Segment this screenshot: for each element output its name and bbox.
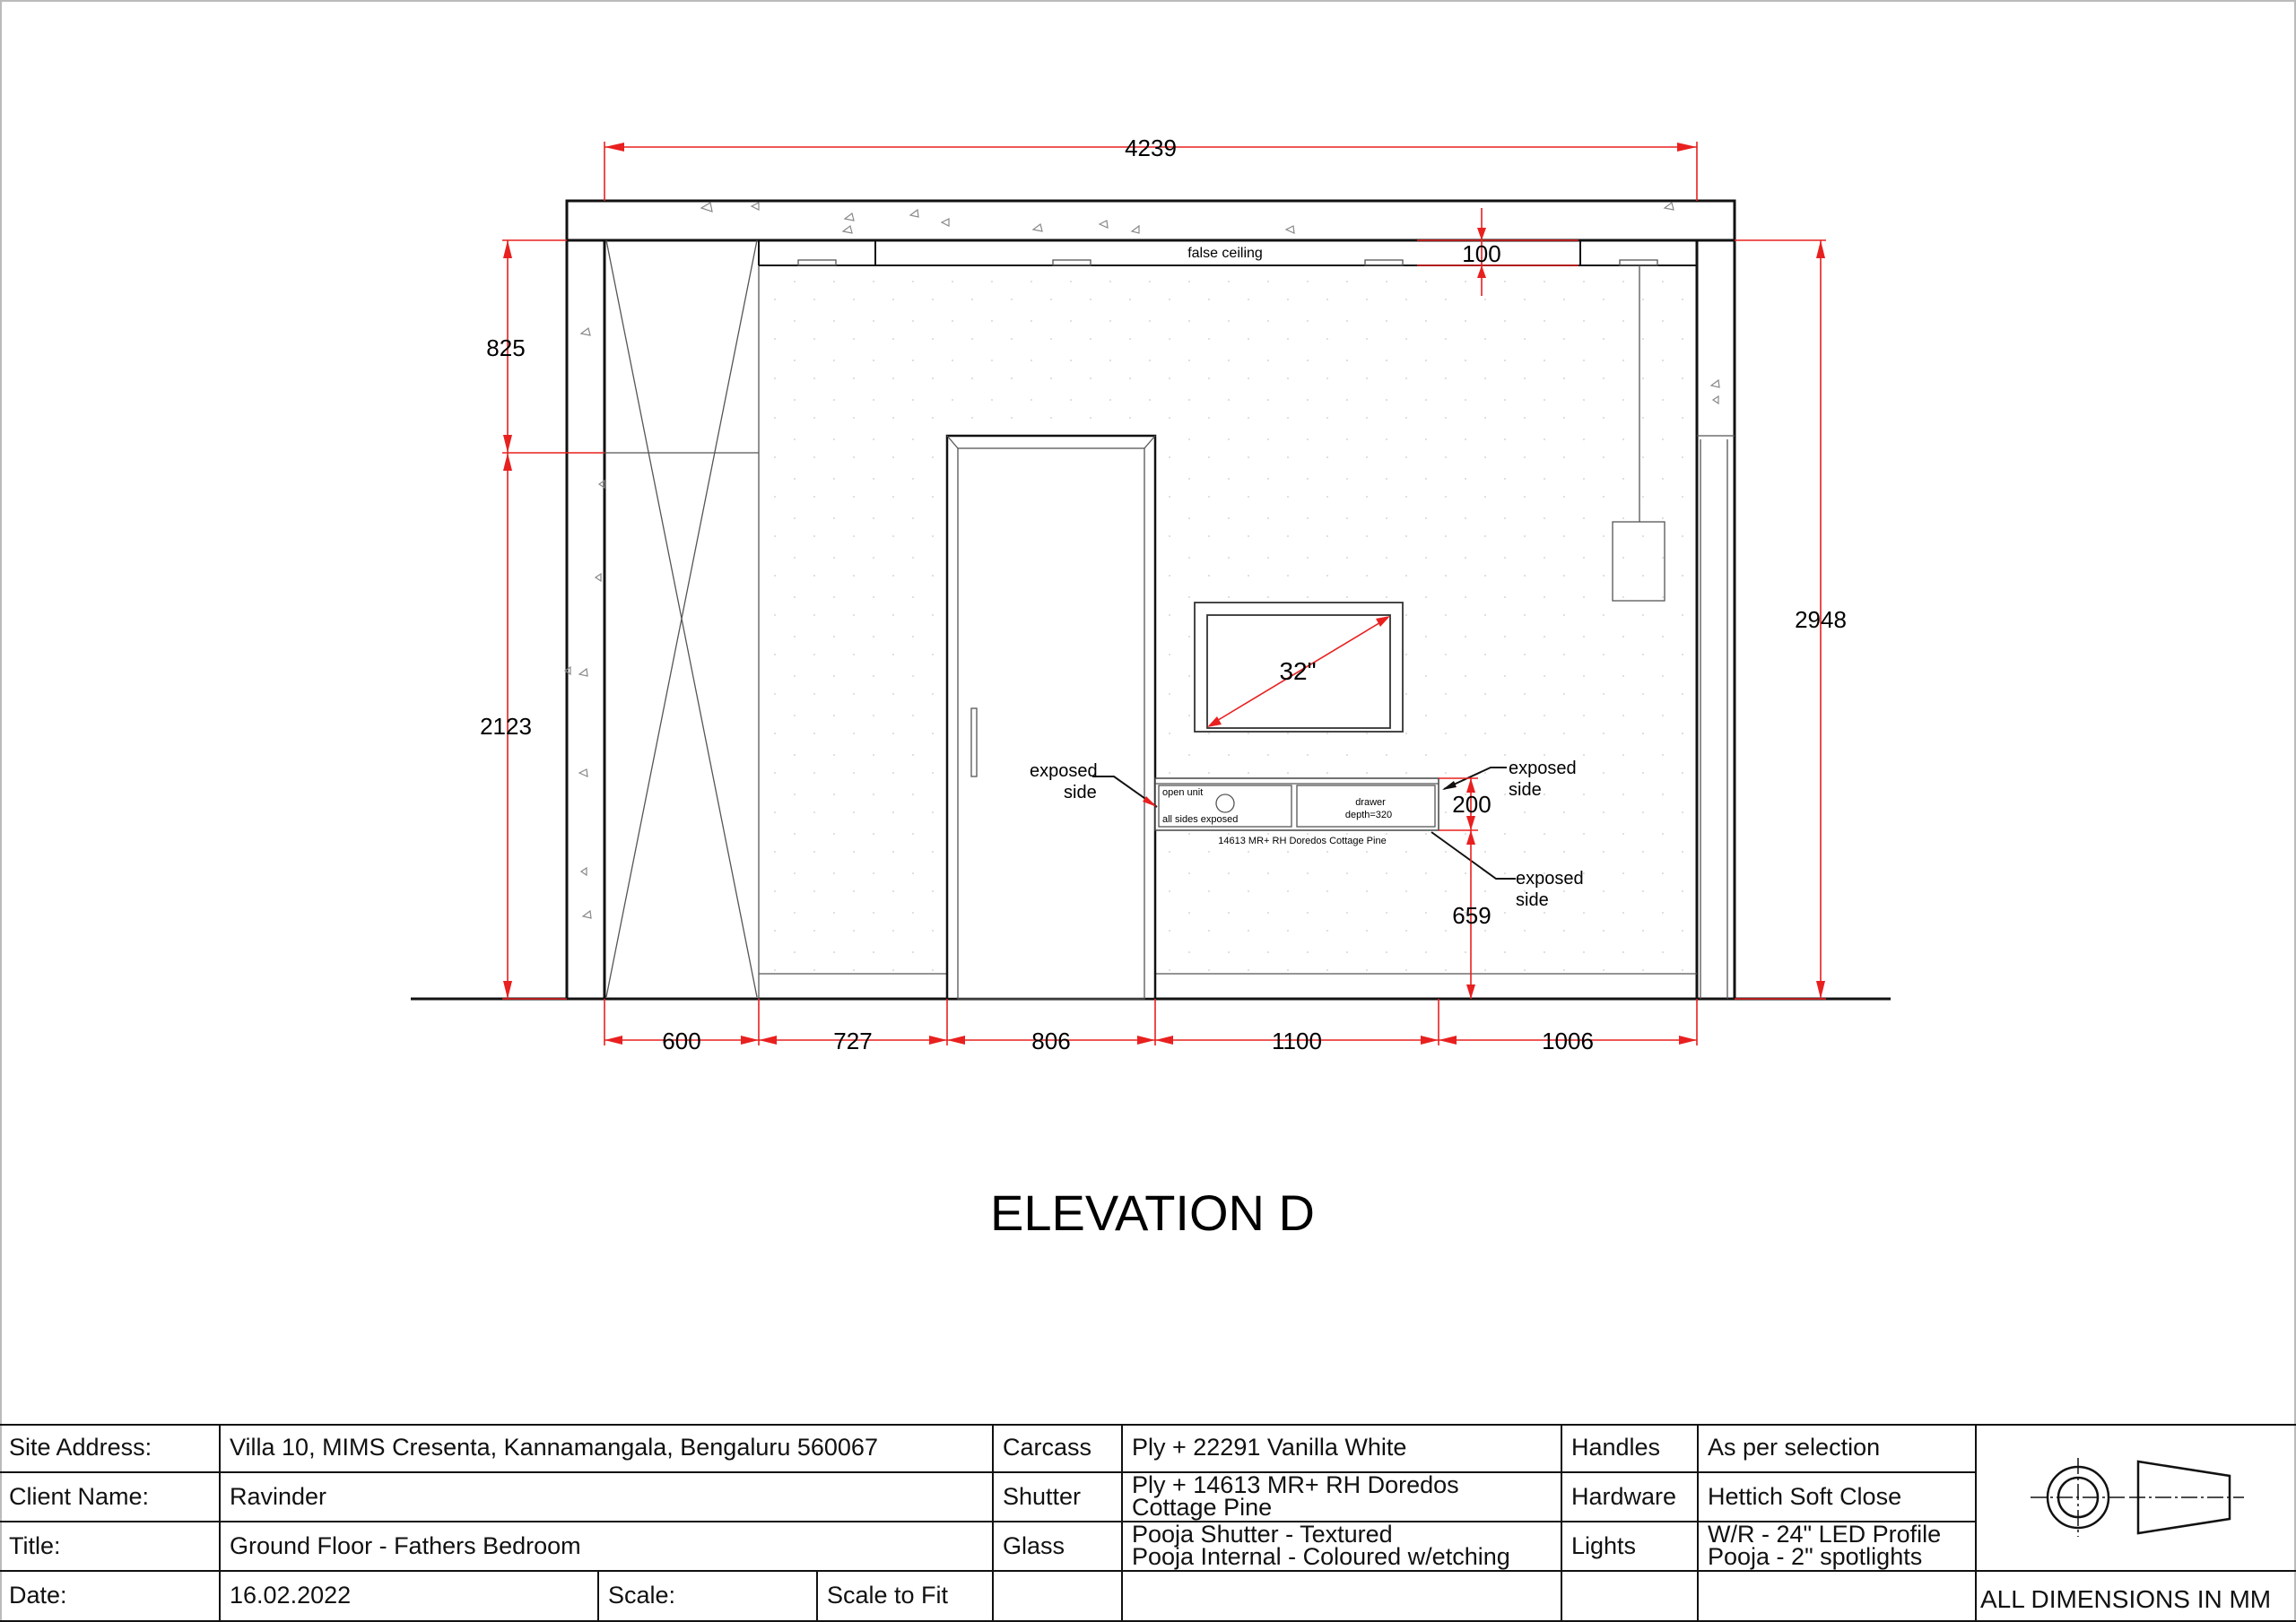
title-value: Ground Floor - Fathers Bedroom (221, 1522, 994, 1572)
dim-overall-width: 4239 (1125, 134, 1177, 161)
laminate-label: 14613 MR+ RH Doredos Cottage Pine (1218, 836, 1387, 846)
site-address-label: Site Address: (0, 1424, 221, 1473)
empty-cell-2 (1123, 1572, 1562, 1622)
false-ceiling-label: false ceiling (1187, 246, 1263, 261)
scale-label: Scale: (599, 1572, 818, 1622)
projection-symbol-cell (1977, 1424, 2296, 1572)
handles-label: Handles (1562, 1424, 1699, 1473)
dim-100: 100 (1462, 240, 1501, 267)
handles-value: As per selection (1699, 1424, 1977, 1473)
glass-label: Glass (994, 1522, 1123, 1572)
door (947, 436, 1155, 999)
drawer-label: drawer (1355, 797, 1386, 808)
all-sides-exposed-label: all sides exposed (1162, 814, 1239, 825)
carcass-value: Ply + 22291 Vanilla White (1123, 1424, 1562, 1473)
empty-cell-4 (1699, 1572, 1977, 1622)
dim-727: 727 (833, 1028, 873, 1054)
open-unit-label: open unit (1162, 787, 1204, 798)
shutter-value (1123, 1473, 1562, 1522)
site-address-value: Villa 10, MIMS Cresenta, Kannamangala, Bengaluru 560067 (221, 1424, 994, 1473)
lights-label: Lights (1562, 1522, 1699, 1572)
dim-1006: 1006 (1542, 1028, 1594, 1054)
dim-2948: 2948 (1795, 606, 1847, 633)
hardware-label: Hardware (1562, 1473, 1699, 1522)
drawer-depth-label: depth=320 (1344, 810, 1393, 820)
dim-chain-bottom (604, 999, 1697, 1045)
exposed-left-2: side (1064, 783, 1097, 802)
shutter-label: Shutter (994, 1473, 1123, 1522)
dim-825: 825 (486, 334, 526, 361)
wardrobe-panel (604, 240, 759, 999)
shutter-line-2: Cottage Pine (1132, 1494, 1273, 1521)
lights-line-1: W/R - 24" LED Profile (1708, 1522, 1942, 1548)
lights-line-2: Pooja - 2" spotlights (1708, 1543, 1923, 1570)
dim-200: 200 (1452, 791, 1492, 818)
empty-cell-3 (1562, 1572, 1699, 1622)
glass-value (1123, 1522, 1562, 1572)
exposed-left-1: exposed (1030, 761, 1098, 781)
drawing-title: ELEVATION D (989, 1184, 1316, 1241)
third-angle-projection-icon (1977, 1424, 2296, 1572)
right-return (1697, 436, 1735, 999)
hardware-value: Hettich Soft Close (1699, 1473, 1977, 1522)
shutter-line-1: Ply + 14613 MR+ RH Doredos (1132, 1473, 1459, 1498)
dim-806: 806 (1031, 1028, 1071, 1054)
exposed-right-2: side (1509, 780, 1542, 800)
door-handle (971, 708, 977, 776)
dimensions-note: ALL DIMENSIONS IN MM (1977, 1572, 2296, 1622)
client-name-label: Client Name: (0, 1473, 221, 1522)
dim-659: 659 (1452, 902, 1492, 929)
exposed-bottom-1: exposed (1516, 869, 1584, 889)
dim-1100: 1100 (1272, 1028, 1322, 1054)
carcass-label: Carcass (994, 1424, 1123, 1473)
exposed-bottom-2: side (1516, 890, 1549, 910)
date-label: Date: (0, 1572, 221, 1622)
title-block (0, 1424, 2296, 1622)
tv-size-label: 32" (1279, 657, 1317, 685)
glass-line-1: Pooja Shutter - Textured (1132, 1522, 1393, 1548)
glass-line-2: Pooja Internal - Coloured w/etching (1132, 1543, 1510, 1570)
exposed-right-1: exposed (1509, 759, 1577, 778)
client-name-value: Ravinder (221, 1473, 994, 1522)
date-value: 16.02.2022 (221, 1572, 599, 1622)
dim-600: 600 (662, 1028, 701, 1054)
scale-value: Scale to Fit (818, 1572, 994, 1622)
dim-2123: 2123 (480, 713, 532, 740)
title-label: Title: (0, 1522, 221, 1572)
empty-cell-1 (994, 1572, 1123, 1622)
lights-value (1699, 1522, 1977, 1572)
